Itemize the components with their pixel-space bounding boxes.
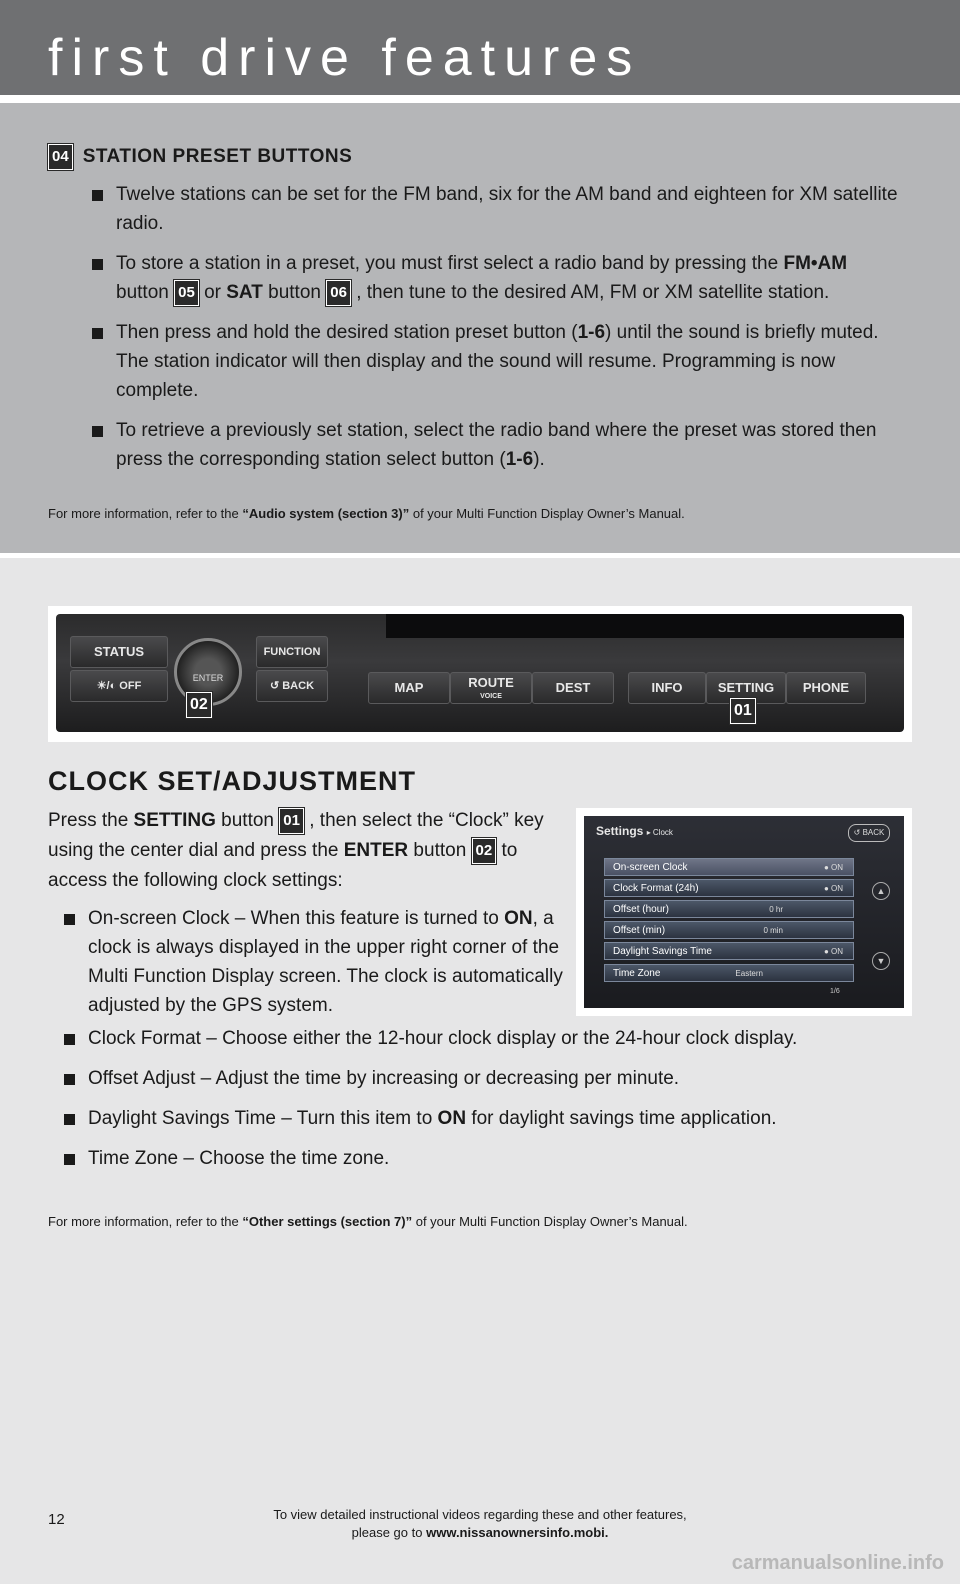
row-label: On-screen Clock [613, 862, 688, 873]
row-value: 0 hr [769, 905, 783, 914]
callout-badge-04: 04 [48, 144, 73, 170]
settings-row [604, 900, 854, 918]
bullet-text: To retrieve a previously set station, select the radio band where the preset was stored then press the corresponding station select button ( [116, 420, 877, 470]
intro-text: to access the following clock settings: [48, 840, 518, 891]
callout-badge-02: 02 [472, 838, 497, 864]
row-label: Offset (hour) [613, 904, 669, 915]
list-item [84, 180, 904, 238]
enter-label: ENTER [192, 673, 224, 683]
footer-text: please go to [351, 1525, 427, 1540]
bullet-text: Offset Adjust – Adjust the time by increasing or decreasing per minute. [88, 1068, 680, 1089]
section-divider [0, 553, 960, 558]
intro-text: , then select the “Clock” key using the center dial and press the [48, 810, 544, 861]
clock-list-top [56, 904, 566, 1031]
on-label: ON [437, 1108, 467, 1129]
clock-list-bottom [56, 1024, 916, 1184]
station-preset-heading [48, 144, 352, 170]
settings-screen [584, 816, 904, 1008]
row-label: Clock Format (24h) [613, 883, 699, 894]
enter-label: ENTER [343, 840, 409, 861]
intro-text: button [215, 810, 280, 831]
bullet-text: To store a station in a preset, you must first select a radio band by pressing the [116, 253, 784, 274]
intro-text: button [408, 840, 472, 861]
page-header [0, 0, 960, 95]
intro-text: Press the [48, 810, 134, 831]
note-text: For more information, refer to the [48, 1214, 243, 1229]
row-label: Time Zone [613, 968, 661, 979]
callout-badge-05: 05 [174, 280, 199, 306]
bullet-text: Time Zone – Choose the time zone. [88, 1148, 390, 1169]
footer-line [200, 1524, 760, 1542]
map-button: MAP [368, 672, 450, 704]
fm-am-label: FM•AM [783, 253, 848, 274]
on-label: ON [504, 908, 533, 929]
watermark: carmanualsonline.info [731, 1552, 944, 1574]
callout-badge-01: 01 [730, 698, 756, 724]
footer-note [200, 1506, 760, 1542]
callout-badge-01: 01 [279, 808, 304, 834]
voice-label: VOICE [480, 693, 502, 700]
dashboard-panel [56, 614, 904, 732]
bullet-text: button [262, 282, 327, 303]
list-item [56, 904, 566, 1020]
page-indicator: 1/6 [830, 988, 840, 995]
station-preset-list [84, 180, 904, 485]
status-button: STATUS [70, 636, 168, 668]
bullet-text: for daylight savings time application. [466, 1108, 777, 1129]
callout-badge-02: 02 [186, 692, 212, 718]
back-button: ↺ BACK [256, 670, 328, 702]
row-value: ● ON [823, 863, 843, 872]
setting-button: SETTING [706, 672, 786, 704]
list-item [56, 1144, 916, 1173]
info-button: INFO [628, 672, 706, 704]
list-item [56, 1064, 916, 1093]
row-label: Offset (min) [613, 925, 666, 936]
bullet-text: , a clock is always displayed in the upper right corner of the Multi Function Display screen. The clock is automatically adjusted by the GPS system. [88, 908, 563, 1016]
dashboard-photo [48, 606, 912, 742]
setting-label: SETTING [133, 810, 216, 831]
station-preset-note [48, 506, 685, 521]
page-header-title: first drive features [48, 29, 642, 87]
bullet-text: Clock Format – Choose either the 12-hour clock display or the 24-hour clock display. [88, 1028, 798, 1049]
list-item [84, 249, 904, 307]
bullet-text: Twelve stations can be set for the FM band, six for the AM band and eighteen for XM satellite radio. [116, 184, 898, 234]
settings-row [604, 879, 854, 897]
list-item [56, 1024, 916, 1053]
settings-row [604, 858, 854, 876]
preset-range: 1-6 [505, 449, 534, 470]
sat-label: SAT [226, 282, 263, 303]
bullet-text: Then press and hold the desired station preset button ( [116, 322, 578, 343]
bullet-text: ). [533, 449, 545, 470]
settings-back-button: ↺ BACK [848, 824, 890, 842]
bullet-text: button [116, 282, 175, 303]
note-text: For more information, refer to the [48, 506, 243, 521]
bullet-text: ) until the sound is briefly muted. The station indicator will then display and the sound will resume. Programming is now complete. [116, 322, 879, 401]
settings-row [604, 921, 854, 939]
bullet-text: Daylight Savings Time – Turn this item to [88, 1108, 438, 1129]
row-label: Daylight Savings Time [613, 946, 712, 957]
settings-title [596, 824, 673, 838]
note-text: of your Multi Function Display Owner’s Manual. [412, 1214, 688, 1229]
preset-range: 1-6 [577, 322, 606, 343]
note-text: of your Multi Function Display Owner’s Manual. [409, 506, 685, 521]
off-button: ☀/◐ OFF [70, 670, 168, 702]
clock-heading: CLOCK SET/ADJUSTMENT [48, 766, 417, 796]
list-item [84, 318, 904, 405]
phone-button: PHONE [786, 672, 866, 704]
footer-line: To view detailed instructional videos regarding these and other features, [273, 1507, 687, 1522]
row-value: Eastern [735, 969, 763, 978]
station-preset-title: STATION PRESET BUTTONS [82, 146, 353, 167]
bullet-text: or [198, 282, 227, 303]
settings-title-text: Settings [596, 824, 644, 838]
scroll-down-icon: ▼ [872, 952, 890, 970]
callout-badge-06: 06 [326, 280, 351, 306]
settings-breadcrumb: ▸ Clock [646, 828, 673, 837]
settings-screenshot [576, 808, 912, 1016]
row-value: ● ON [823, 884, 843, 893]
settings-row [604, 964, 854, 982]
scroll-up-icon: ▲ [872, 882, 890, 900]
note-reference: “Audio system (section 3)” [242, 506, 410, 521]
function-button: FUNCTION [256, 636, 328, 668]
header-divider [0, 95, 960, 103]
route-label: ROUTE [468, 675, 514, 690]
clock-note [48, 1214, 688, 1229]
note-reference: “Other settings (section 7)” [242, 1214, 413, 1229]
footer-link[interactable]: www.nissanownersinfo.mobi. [426, 1525, 609, 1540]
clock-intro [48, 806, 558, 896]
row-value: ● ON [823, 947, 843, 956]
list-item [56, 1104, 916, 1133]
route-button [450, 672, 532, 704]
list-item [84, 416, 904, 474]
display-screen-edge [386, 614, 904, 638]
settings-row [604, 942, 854, 960]
bullet-text: , then tune to the desired AM, FM or XM satellite station. [350, 282, 830, 303]
bullet-text: On-screen Clock – When this feature is turned to [88, 908, 505, 929]
page-number: 12 [48, 1511, 65, 1528]
row-value: 0 min [763, 926, 783, 935]
dest-button: DEST [532, 672, 614, 704]
